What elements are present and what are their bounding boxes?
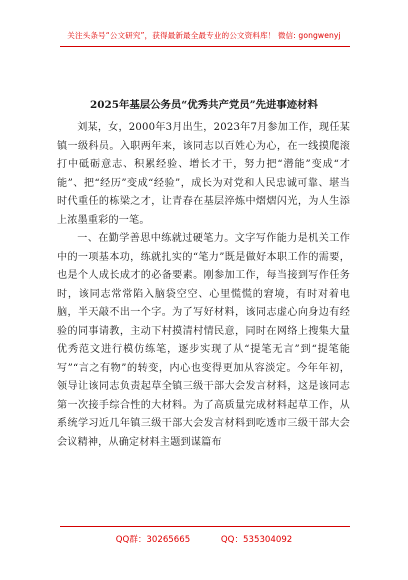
header-divider: [60, 46, 350, 47]
footer-qq-group: QQ群：30265665: [115, 535, 191, 545]
footer-qq: QQ：535304092: [220, 535, 293, 545]
paragraph-intro: 刘某，女，2000年3月出生，2023年7月参加工作，现任某镇一级科员。入职两年来，该同志以百姓心为心，在一线摸爬滚打中砥砺意志、积累经验、增长才干，努力把“潜能”变成“才能”、把“经历”变成“经验”，成长为对党和人民忠诚可靠、堪当时代重任的栋梁之才，让青春在基层淬炼中熠熠闪光，为人生添上浓墨重彩的一笔。: [57, 122, 350, 226]
footer-divider: [60, 526, 350, 527]
paragraph-section-1: 一、在勤学善思中练就过硬笔力。文字写作能力是机关工作中的一项基本功，练就扎实的“笔力”既是做好本职工作的需要，也是个人成长成才的必备要素。刚参加工作，每当接到写作任务时，该同志常常陷入脑袋空空、心里慌慌的窘境，有时对着电脑，半天敲不出一个字。为了写好材料，该同志虚心向身边有经验的同事请教，主动下村摸清村情民意，同时在网络上搜集大量优秀范文进行模仿练笔，逐步实现了从“提笔无言”到“提笔能写”“言之有物”的转变，内心也变得更加从容淡定。今年年初，领导让该同志负责起草全镇三级干部大会发言材料，这是该同志第一次接手综合性的大材料。为了高质量完成材料起草工作，从系统学习近几年镇三级干部大会发言材料到吃透市三级干部大会会议精神，从确定材料主题到谋篇布: [57, 233, 350, 448]
header-notice: 关注头条号“公文研究”，获得最新最全最专业的公文资料库！ 微信: gongwenyj: [67, 31, 341, 40]
footer-contact: [0, 533, 408, 545]
page-title: 2025年基层公务员“优秀共产党员”先进事迹材料: [90, 99, 318, 111]
document-body: [57, 119, 350, 452]
